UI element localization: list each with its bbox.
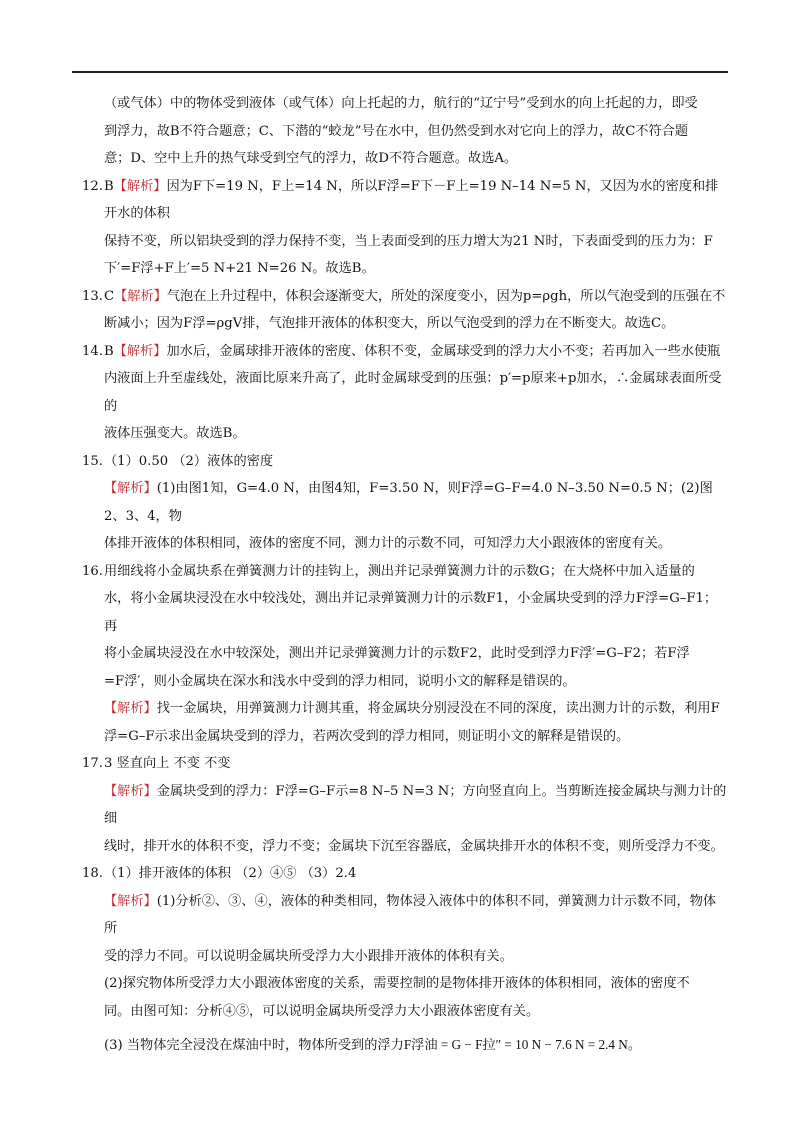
analysis-tag: 【解析】: [104, 783, 157, 799]
text-line: 体排开液体的体积相同，液体的密度不同，测力计的示数不同，可知浮力大小跟液体的密度有关。: [104, 536, 672, 551]
answer-text: 水，将小金属块浸没在水中较浅处，测出并记录弹簧测力计的示数F1，小金属块受到的浮力F浮=G–F1；再: [104, 591, 718, 634]
analysis-tag: 【解析】: [104, 481, 157, 496]
answer-item-17: [82, 750, 728, 860]
text-line: 内液面上升至虚线处，液面比原来升高了，此时金属球受到的压强：p′=p原来+p加水，∴金属球表面所受的: [104, 371, 722, 414]
text-line: 加水后，金属球排开液体的密度、体积不变，金属球受到的浮力大小不变；若再加入一些水使瓶: [166, 343, 721, 359]
item-number: 14.: [82, 343, 103, 359]
text-line: 因为F下=19 N，F上=14 N，所以F浮=F下－F上=19 N–14 N=5 N，又因为水的密度和排开水的体积: [104, 178, 719, 221]
text-line: （或气体）中的物体受到液体（或气体）向上托起的力，航行的“辽宁号”受到水的向上托起的力，即受: [104, 96, 698, 111]
answer-item-15: [82, 448, 728, 558]
answer-text: （1）0.50 （2）液体的密度: [104, 453, 274, 469]
text-line: 意；D、空中上升的热气球受到空气的浮力，故D不符合题意。故选A。: [104, 151, 518, 166]
text-line: 。: [627, 1038, 642, 1053]
analysis-tag: 【解析】: [114, 288, 167, 304]
item-number: 15.: [82, 453, 103, 469]
analysis-tag: 【解析】: [104, 893, 157, 909]
text-line: 金属块受到的浮力：F浮=G–F示=8 N–5 N=3 N；方向竖直向上。当剪断连接金属块与测力计的细: [104, 783, 727, 826]
answer-text: 用细线将小金属块系在弹簧测力计的挂钩上，测出并记录弹簧测力计的示数G；在大烧杯中加入适量的: [104, 563, 695, 579]
text-line: 断减小；因为F浮=ρgV排，气泡排开液体的体积变大，所以气泡受到的浮力在不断变大。故选C。: [104, 316, 675, 331]
item-number: 17.: [82, 756, 103, 771]
text-line: 受的浮力不同。可以说明金属块所受浮力大小跟排开液体的体积有关。: [104, 948, 513, 964]
text-line: 气泡在上升过程中，体积会逐渐变大，所处的深度变小，因为p=ρgh，所以气泡受到的压强在不: [166, 288, 726, 304]
text-line: 找一金属块，用弹簧测力计测其重，将金属块分别浸没在不同的深度，读出测力计的示数，利用F: [156, 701, 720, 716]
answer-item-18: [82, 860, 728, 1060]
answer-text: 将小金属块浸没在水中较深处，测出并记录弹簧测力计的示数F2，此时受到浮力F浮′=G–F2；若F浮: [104, 646, 690, 661]
text-line: (2)探究物体所受浮力大小跟液体密度的关系，需要控制的是物体排开液体的体积相同，液体的密度不: [104, 976, 690, 991]
text-line: (1)分析②、③、④，液体的种类相同，物体浸入液体中的体积不同，弹簧测力计示数不同，物体所: [104, 893, 717, 936]
answer-document: [82, 90, 728, 1060]
text-line: 液体压强变大。故选B。: [104, 426, 246, 441]
text-line: 下′=F浮+F上′=5 N+21 N=26 N。故选B。: [104, 261, 375, 276]
header-rule: [72, 71, 728, 73]
answer-item-14: [82, 338, 728, 448]
text-line: 浮=G–F示求出金属块受到的浮力，若两次受到的浮力相同，则证明小文的解释是错误的。: [104, 728, 630, 744]
answer-choice: C: [104, 288, 115, 304]
text-line: 同。由图可知：分析④⑤，可以说明金属块所受浮力大小跟液体密度有关。: [104, 1003, 540, 1019]
answer-text: =F浮′，则小金属块在深水和浅水中受到的浮力相同，说明小文的解释是错误的。: [104, 673, 576, 689]
item-number: 12.: [82, 178, 103, 194]
item-number: 18.: [82, 866, 103, 881]
answer-text: （1）排开液体的体积 （2）④⑤ （3）2.4: [104, 866, 357, 881]
text-line: 到浮力，故B不符合题意；C、下潜的“蛟龙”号在水中，但仍然受到水对它向上的浮力，故C不符合题: [104, 123, 689, 139]
answer-item-13: [82, 283, 728, 338]
answer-choice: B: [104, 343, 114, 359]
continuation-block: [82, 90, 728, 173]
item-number: 16.: [82, 563, 103, 579]
analysis-tag: 【解析】: [113, 343, 167, 359]
answer-item-12: [82, 173, 728, 283]
item-number: 13.: [82, 288, 103, 304]
answer-text: 3 竖直向上 不变 不变: [104, 756, 231, 771]
analysis-tag: 【解析】: [104, 701, 157, 716]
text-line: 保持不变，所以铝块受到的浮力保持不变，当上表面受到的压力增大为21 N时，下表面受到的压力为：F: [104, 233, 713, 249]
buoyancy-formula: F浮油 = G − F拉″ = 10 N − 7.6 N = 2.4 N: [403, 1037, 628, 1052]
text-line: (3) 当物体完全浸没在煤油中时，物体所受到的浮力: [104, 1038, 404, 1053]
text-line: (1)由图1知，G=4.0 N，由图4知，F=3.50 N，则F浮=G–F=4.0 N–3.50 N=0.5 N；(2)图2、3、4，物: [104, 481, 713, 524]
answer-item-16: [82, 558, 728, 751]
answer-choice: B: [104, 178, 114, 194]
analysis-tag: 【解析】: [113, 178, 167, 194]
text-line: 线时，排开水的体积不变，浮力不变；金属块下沉至容器底，金属块排开水的体积不变，则所受浮力不变。: [104, 838, 724, 854]
